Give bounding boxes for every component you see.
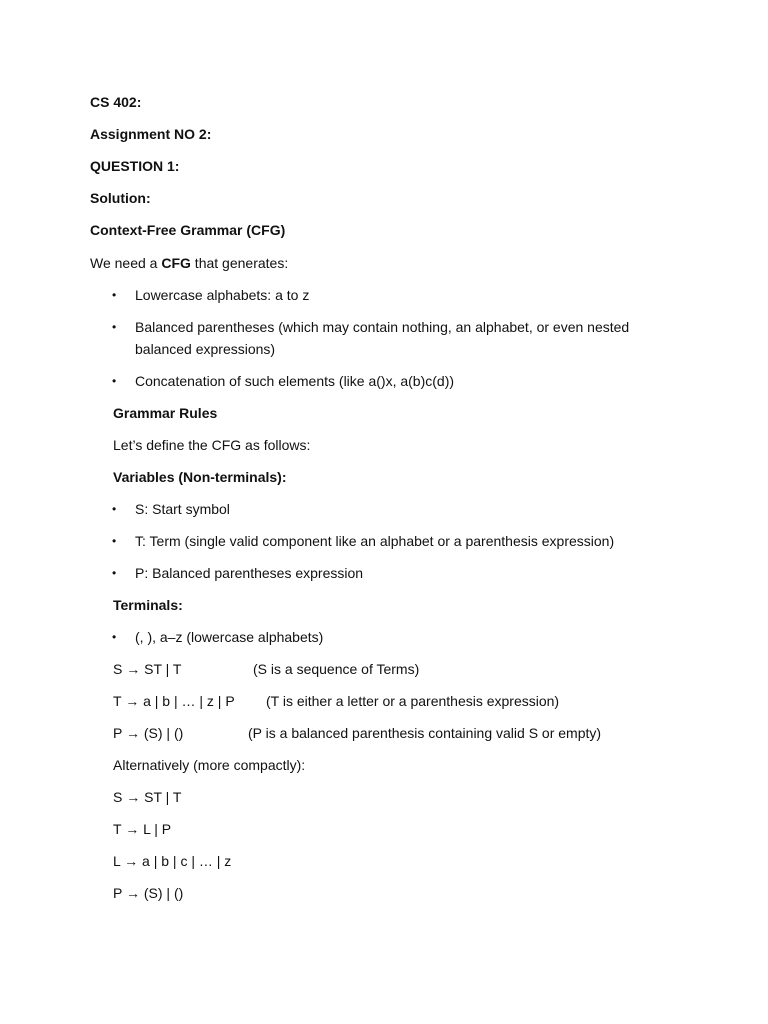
bullet-icon: • [112, 320, 117, 334]
bullet-icon: • [112, 288, 117, 302]
intro-prefix: We need a [90, 255, 162, 271]
bullet-icon: • [112, 566, 117, 580]
intro-suffix: that generates: [190, 255, 289, 271]
bullet-text: Lowercase alphabets: a to z [135, 287, 310, 303]
terminals-heading: Terminals: [113, 597, 183, 613]
bullet-icon: • [112, 502, 117, 516]
rule-text: T → a | b | … | z | P [113, 693, 235, 709]
variables-heading: Variables (Non-terminals): [113, 469, 287, 485]
rule-text: P → (S) | () [113, 725, 184, 741]
rule-text: S → ST | T [113, 661, 182, 677]
alternative-heading: Alternatively (more compactly): [113, 757, 306, 773]
section-title: Context-Free Grammar (CFG) [90, 222, 286, 238]
alt-rule: S → ST | T [113, 789, 182, 805]
solution-heading: Solution: [90, 190, 151, 206]
bullet-text: (, ), a–z (lowercase alphabets) [135, 629, 324, 645]
bullet-text: Balanced parentheses (which may contain nothing, an alphabet, or even nested balanced expressions) [135, 319, 630, 357]
grammar-rules-heading: Grammar Rules [113, 405, 218, 421]
bullet-text: P: Balanced parentheses expression [135, 565, 364, 581]
rule-note: (S is a sequence of Terms) [253, 661, 420, 677]
rule-note: (P is a balanced parenthesis containing valid S or empty) [248, 725, 602, 741]
bullet-text: Concatenation of such elements (like a()x, a(b)c(d)) [135, 373, 455, 389]
alt-rule: P → (S) | () [113, 885, 184, 901]
bullet-icon: • [112, 374, 117, 388]
bullet-text: S: Start symbol [135, 501, 230, 517]
alt-rule: T → L | P [113, 821, 172, 837]
bullet-text: T: Term (single valid component like an alphabet or a parenthesis expression) [135, 533, 615, 549]
production-rule [0, 690, 768, 712]
bullet-icon: • [112, 534, 117, 548]
assignment-heading: Assignment NO 2: [90, 126, 212, 142]
rule-note: (T is either a letter or a parenthesis expression) [266, 693, 560, 709]
production-rule [0, 722, 768, 744]
define-line: Let’s define the CFG as follows: [113, 437, 311, 453]
intro-bold-cfg: CFG [161, 255, 191, 271]
bullet-icon: • [112, 630, 117, 644]
production-rule [0, 658, 768, 680]
course-heading: CS 402: [90, 94, 142, 110]
question-heading: QUESTION 1: [90, 158, 180, 174]
intro-paragraph [90, 252, 288, 274]
alt-rule: L → a | b | c | … | z [113, 853, 232, 869]
